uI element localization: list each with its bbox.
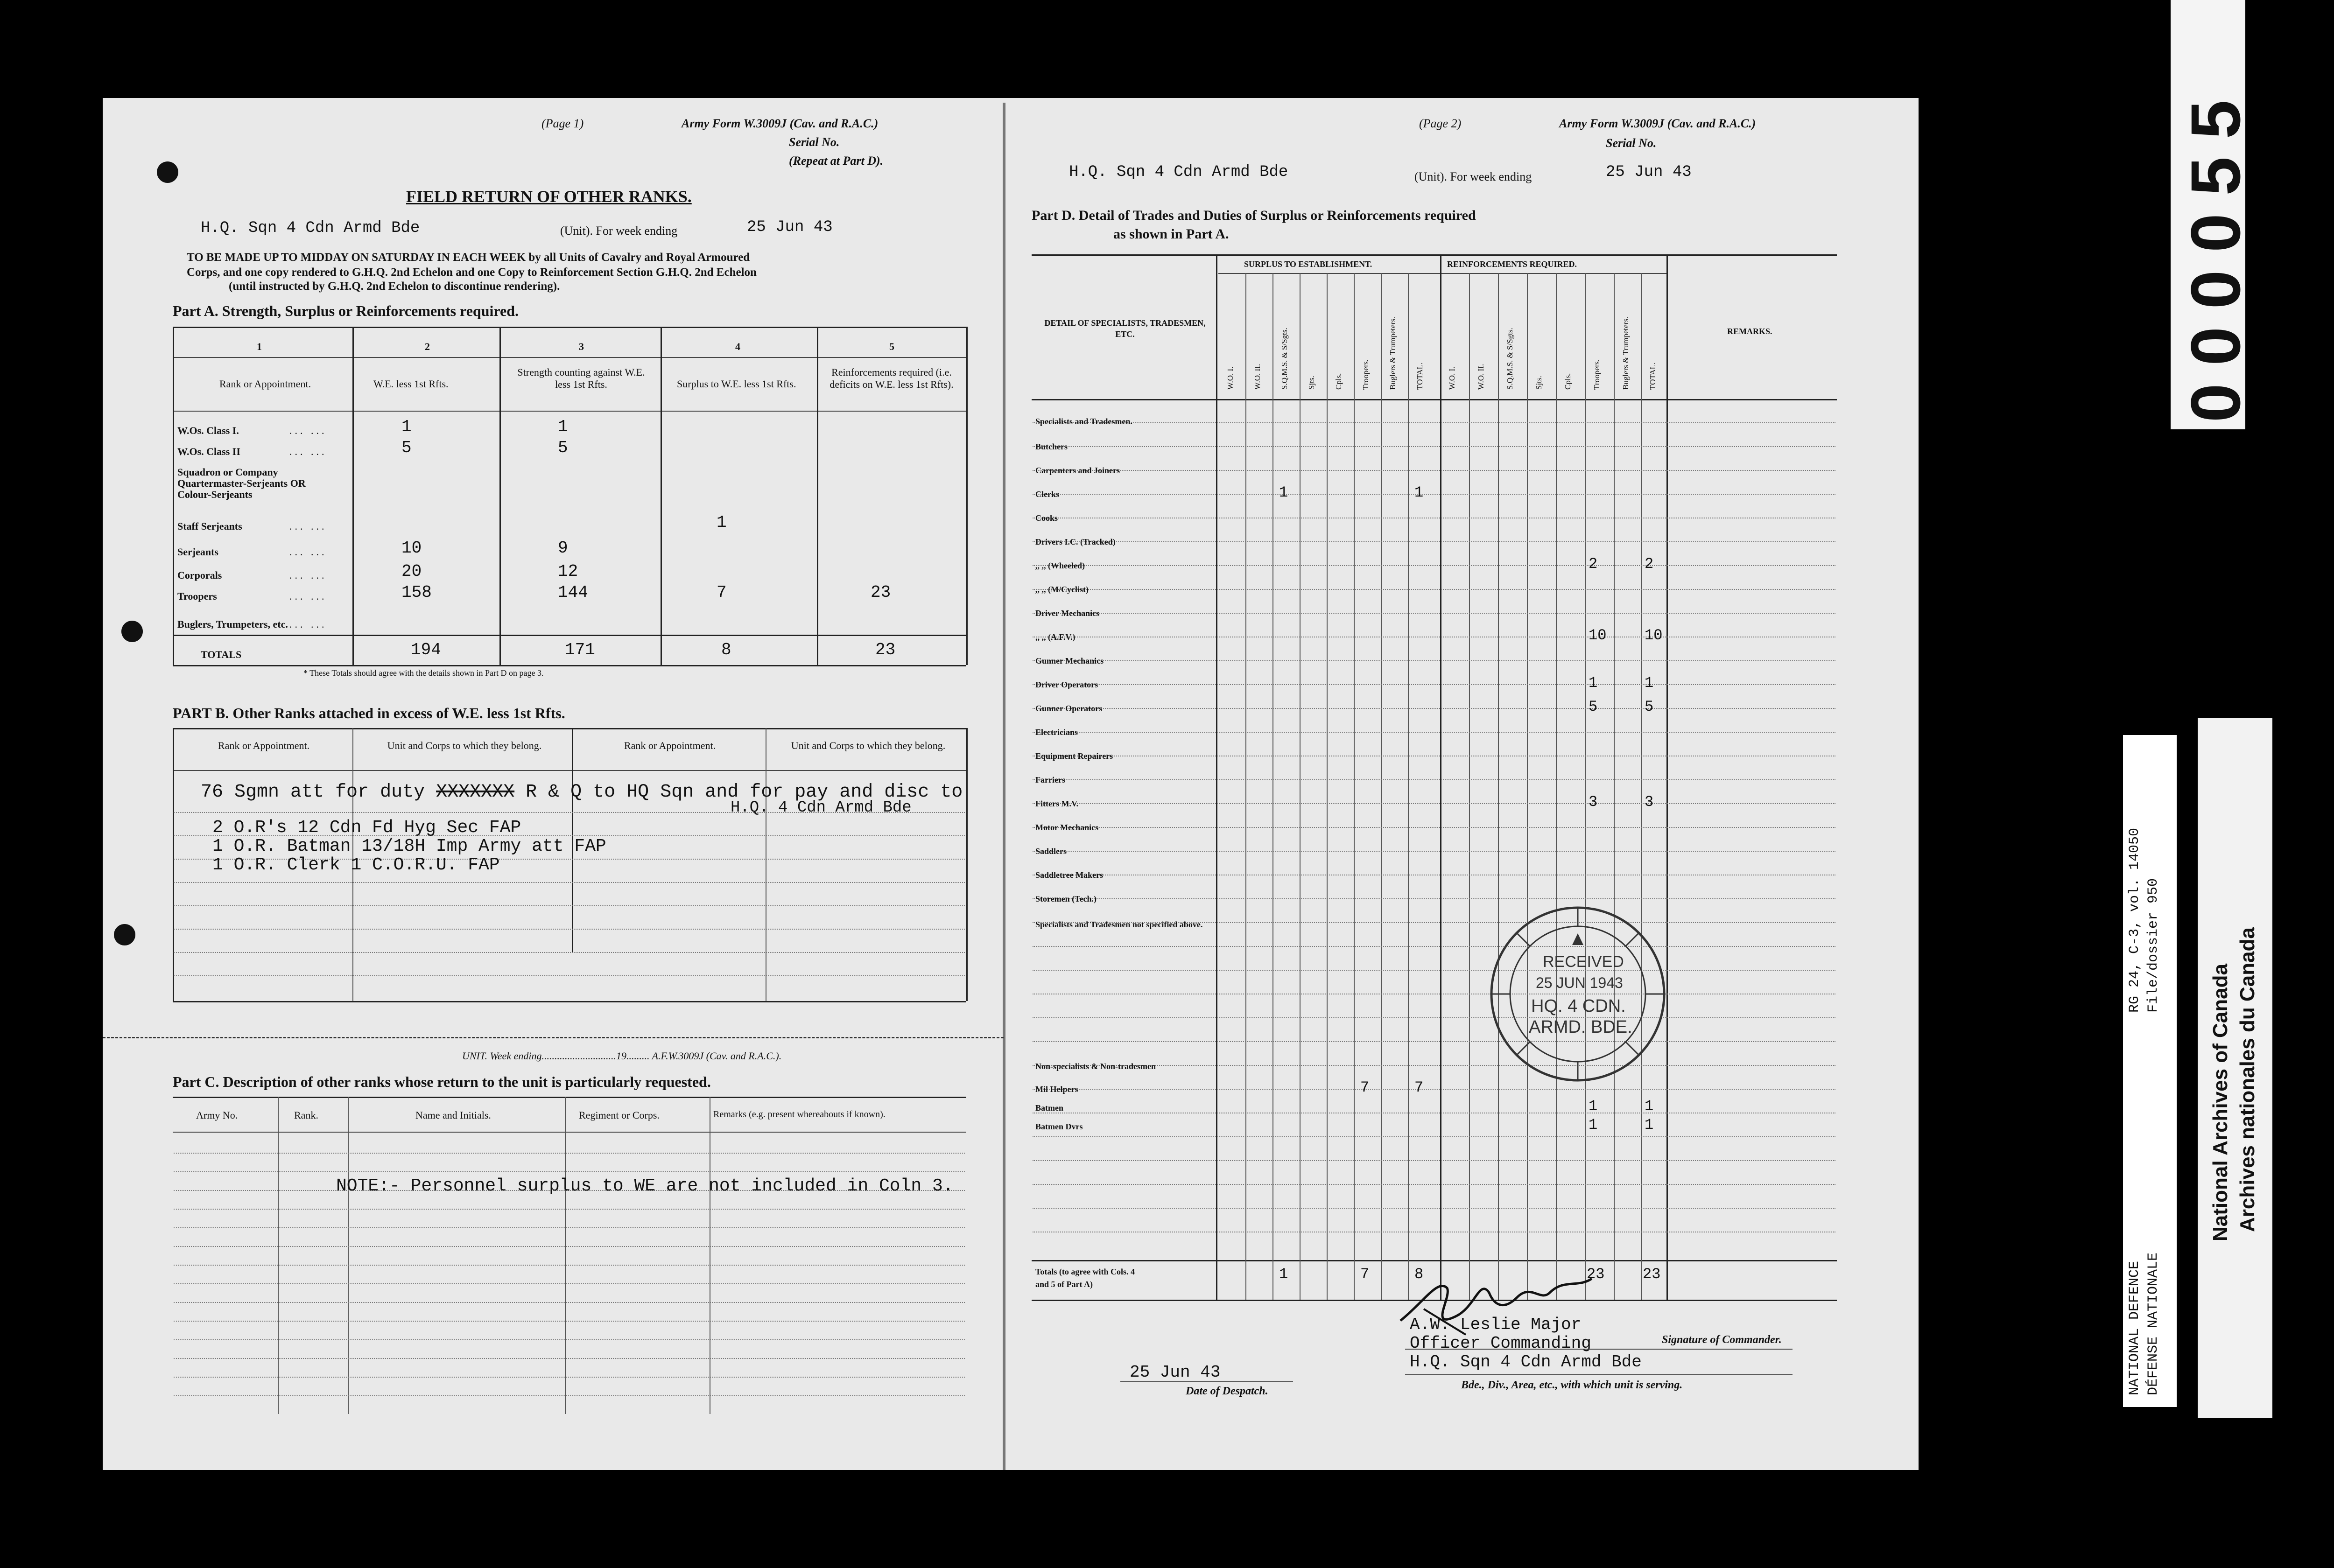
part-c-header-regiment: Regiment or Corps. <box>579 1109 660 1121</box>
archive-dept-line2: DÉFENSE NATIONALE <box>2145 1252 2161 1395</box>
part-d-totals-label-2: and 5 of Part A) <box>1035 1280 1093 1289</box>
part-d-non-row-reinf-value: 1 <box>1645 1116 1654 1134</box>
part-a-rank-dots: ... ... <box>289 425 327 436</box>
part-c-header-army-no: Army No. <box>196 1109 238 1121</box>
stamp-date: 25 JUN 1943 <box>1536 974 1623 991</box>
part-d-column-rule <box>1527 273 1528 1300</box>
part-d-subheader: Cpls. <box>1563 373 1572 390</box>
part-d-row-label: Motor Mechanics <box>1035 823 1099 832</box>
part-a-top-rule <box>173 327 966 328</box>
signer-unit: H.Q. Sqn 4 Cdn Armd Bde <box>1410 1352 1642 1372</box>
archive-dept-line1: NATIONAL DEFENCE <box>2127 1260 2143 1395</box>
part-a-rank-label: Squadron or Company Quartermaster-Serjeants OR Colour-Serjeants <box>177 466 306 500</box>
signer-name: A.W. Leslie Major <box>1410 1315 1582 1334</box>
part-a-header-surplus: Surplus to W.E. less 1st Rfts. <box>677 378 796 390</box>
part-d-subheader: W.O. II. <box>1253 364 1262 390</box>
part-d-subheader: Sjts. <box>1307 376 1316 390</box>
part-d-row-rule <box>1033 589 1835 590</box>
part-d-row-rule <box>1033 1136 1835 1137</box>
part-d-column-rule <box>1641 273 1642 1300</box>
part-d-non-specialists-label: Non-specialists & Non-tradesmen <box>1035 1062 1156 1071</box>
part-d-row-label: Clerks <box>1035 490 1059 499</box>
stamp-line1: HQ. 4 CDN. <box>1531 996 1626 1016</box>
part-d-row-label: Fitters M.V. <box>1035 799 1079 808</box>
part-d-row-label: Drivers I.C. (Tracked) <box>1035 537 1116 546</box>
part-d-non-row-reinf-value: 1 <box>1589 1098 1598 1115</box>
part-d-not-specified-label: Specialists and Tradesmen not specified above. <box>1035 920 1203 929</box>
part-d-row-rule <box>1033 827 1835 828</box>
part-d-subheader: S.Q.M.S. & S/Sgts. <box>1280 328 1289 390</box>
part-a-we-value: 1 <box>401 417 412 436</box>
part-d-row-rule <box>1033 660 1835 661</box>
part-a-header-reinf: Reinforcements required (i.e. deficits on W.E. less 1st Rfts). <box>830 366 954 390</box>
archive-name-en: National Archives of Canada <box>2209 964 2232 1241</box>
part-d-row-label: Storemen (Tech.) <box>1035 894 1097 903</box>
part-a-strength-value: 9 <box>558 539 568 558</box>
part-d-row-rule <box>1033 732 1835 733</box>
part-d-column-rule <box>1300 273 1301 1300</box>
part-d-column-rule <box>1469 273 1470 1300</box>
part-d-non-row-label: Mil Helpers <box>1035 1085 1078 1094</box>
part-a-colnum-1: 1 <box>257 341 262 352</box>
part-b-entry-3: 1 O.R. Batman 13/18H Imp Army att FAP <box>212 836 606 856</box>
part-d-subheader: Troopers. <box>1592 359 1601 390</box>
part-d-subheader: Buglers & Trumpeters. <box>1388 316 1397 390</box>
part-d-row-reinf-value: 3 <box>1645 793 1654 811</box>
part-d-total-surplus: 8 <box>1414 1266 1424 1283</box>
archive-name-fr: Archives nationales du Canada <box>2236 927 2259 1232</box>
archive-ref-line1: RG 24, C-3, vol. 14050 <box>2127 827 2143 1013</box>
part-a-strength-value: 144 <box>558 583 588 602</box>
part-d-non-row-surplus-value: 7 <box>1414 1079 1424 1096</box>
part-d-non-row-reinf-value: 1 <box>1589 1116 1598 1134</box>
part-a-strength-value: 1 <box>558 417 568 436</box>
page1-title: FIELD RETURN OF OTHER RANKS. <box>406 187 692 206</box>
part-d-row-reinf-value: 5 <box>1645 698 1654 715</box>
part-a-we-value: 20 <box>401 562 422 581</box>
part-d-subheader: W.O. I. <box>1448 366 1456 390</box>
part-d-row-rule <box>1033 1089 1835 1090</box>
part-a-rank-dots: ... ... <box>289 569 327 581</box>
part-d-row-label: Driver Operators <box>1035 680 1098 689</box>
part-d-row-rule <box>1033 684 1835 685</box>
part-a-we-value: 158 <box>401 583 432 602</box>
part-d-non-row-label: Batmen <box>1035 1103 1063 1113</box>
part-a-rank-dots: ... ... <box>289 546 327 558</box>
part-c-rule <box>174 1265 965 1266</box>
page2-form-label: Army Form W.3009J (Cav. and R.A.C.) <box>1559 117 1756 130</box>
part-d-heading-2: as shown in Part A. <box>1113 226 1229 242</box>
punch-hole-3 <box>114 924 135 945</box>
part-d-row-label: Saddletree Makers <box>1035 870 1104 880</box>
part-d-row-label: Saddlers <box>1035 847 1067 856</box>
part-c-unit-header: UNIT. Week ending.............................19......... A.F.W.3009J (Cav. and R.A.C.). <box>462 1050 782 1062</box>
part-a-total-strength: 171 <box>565 640 595 659</box>
part-d-subheader: TOTAL. <box>1415 362 1424 390</box>
part-d-row-surplus-value: 1 <box>1414 484 1424 501</box>
cut-line <box>103 1037 1004 1038</box>
part-d-column-rule <box>1556 273 1557 1300</box>
part-a-strength-value: 5 <box>558 438 568 457</box>
part-b-heading: PART B. Other Ranks attached in excess of W.E. less 1st Rfts. <box>173 705 565 721</box>
frame-number: 000055 <box>2176 82 2255 422</box>
part-d-row-reinf-value: 1 <box>1645 674 1654 692</box>
part-d-subheader: S.Q.M.S. & S/Sgts. <box>1505 328 1514 390</box>
part-d-column-rule <box>1585 273 1586 1300</box>
part-d-row-rule <box>1033 541 1835 542</box>
part-d-heading-1: Part D. Detail of Trades and Duties of Surplus or Reinforcements required <box>1032 208 1476 223</box>
archive-ref-line2: File/dossier 950 <box>2145 878 2161 1013</box>
part-d-row-label: ,, ,, (Wheeled) <box>1035 561 1085 570</box>
part-a-reinf-value: 23 <box>871 583 891 602</box>
despatch-label: Date of Despatch. <box>1186 1385 1268 1397</box>
part-d-subheader: Troopers. <box>1361 359 1370 390</box>
part-d-row-label: Carpenters and Joiners <box>1035 466 1120 475</box>
part-c-rule <box>174 1283 965 1284</box>
despatch-value: 25 Jun 43 <box>1130 1363 1221 1382</box>
part-d-row-rule <box>1033 946 1835 947</box>
part-a-surplus-value: 7 <box>717 583 727 602</box>
part-a-rank-label: W.Os. Class I. <box>177 425 239 436</box>
part-a-total-reinf: 23 <box>875 640 896 659</box>
part-a-rank-dots: ... ... <box>289 590 327 602</box>
page1-week-value: 25 Jun 43 <box>747 218 833 236</box>
part-d-row-reinf-value: 1 <box>1589 674 1598 692</box>
part-d-column-rule <box>1327 273 1328 1300</box>
part-a-strength-value: 12 <box>558 562 578 581</box>
part-d-row-rule <box>1033 1184 1835 1185</box>
part-c-rule <box>174 1358 965 1359</box>
part-a-heading: Part A. Strength, Surplus or Reinforcements required. <box>173 302 519 319</box>
part-d-surplus-header: SURPLUS TO ESTABLISHMENT. <box>1244 259 1372 269</box>
part-d-subheader: TOTAL. <box>1648 362 1657 390</box>
part-c-rule <box>174 1377 965 1378</box>
part-b-entry-2: 2 O.R's 12 Cdn Fd Hyg Sec FAP <box>212 818 521 838</box>
part-d-row-rule <box>1033 1041 1835 1042</box>
part-a-rank-label: Buglers, Trumpeters, etc. <box>177 618 288 630</box>
part-d-row-reinf-value: 10 <box>1589 627 1607 644</box>
part-c-rule <box>174 1302 965 1303</box>
part-a-header-strength: Strength counting against W.E. less 1st Rfts. <box>517 366 645 390</box>
bde-label: Bde., Div., Area, etc., with which unit is serving. <box>1461 1379 1683 1391</box>
part-d-row-rule <box>1033 470 1835 471</box>
part-b-header-rank-2: Rank or Appointment. <box>624 740 716 751</box>
part-d-row-rule <box>1033 1160 1835 1161</box>
part-a-total-surplus: 8 <box>721 640 731 659</box>
page1-serial-label: Serial No. <box>789 135 840 149</box>
part-a-rank-label: W.Os. Class II <box>177 446 240 457</box>
part-c-rule <box>174 1171 965 1172</box>
part-c-rule <box>174 1339 965 1340</box>
punch-hole-2 <box>121 621 143 642</box>
part-a-total-we: 194 <box>411 640 441 659</box>
part-d-row-rule <box>1033 779 1835 780</box>
part-d-row-label: Gunner Operators <box>1035 704 1103 713</box>
part-a-rank-label: Corporals <box>177 569 222 581</box>
part-d-column-rule <box>1498 273 1499 1300</box>
part-c-note: NOTE:- Personnel surplus to WE are not included in Coln 3. <box>336 1176 954 1196</box>
part-a-we-value: 5 <box>401 438 412 457</box>
signer-role: Officer Commanding <box>1410 1334 1591 1353</box>
part-d-row-rule <box>1033 446 1835 447</box>
part-d-row-label: Driver Mechanics <box>1035 609 1100 618</box>
part-d-subheader: Buglers & Trumpeters. <box>1621 316 1630 390</box>
part-d-column-rule <box>1354 273 1355 1300</box>
part-d-non-row-label: Batmen Dvrs <box>1035 1122 1083 1131</box>
part-a-colnum-2: 2 <box>425 341 430 352</box>
part-d-row-rule <box>1033 422 1835 423</box>
part-a-footnote: * These Totals should agree with the details shown in Part D on page 3. <box>303 668 544 678</box>
part-d-row-rule <box>1033 970 1835 971</box>
part-a-colnum-4: 4 <box>735 341 740 352</box>
part-d-row-reinf-value: 2 <box>1645 555 1654 573</box>
page-fold <box>1003 103 1005 1470</box>
part-a-colnum-3: 3 <box>579 341 584 352</box>
part-a-header-we: W.E. less 1st Rfts. <box>373 378 449 390</box>
part-a-header-rank: Rank or Appointment. <box>219 378 311 390</box>
part-c-rule <box>174 1209 965 1210</box>
page2-week-value: 25 Jun 43 <box>1606 163 1692 181</box>
part-a-rank-dots: ... ... <box>289 618 327 630</box>
part-d-subheader: W.O. I. <box>1226 366 1235 390</box>
page1-unit-value: H.Q. Sqn 4 Cdn Armd Bde <box>201 219 420 237</box>
part-d-row-rule <box>1033 494 1835 495</box>
part-a-totals-label: TOTALS <box>201 649 242 660</box>
part-c-header-name: Name and Initials. <box>415 1109 491 1121</box>
part-c-rule <box>174 1395 965 1396</box>
part-b-header-unit-1: Unit and Corps to which they belong. <box>387 740 542 751</box>
part-d-total-surplus: 1 <box>1279 1266 1288 1283</box>
part-a-colnum-5: 5 <box>889 341 894 352</box>
page1-label: (Page 1) <box>541 117 584 130</box>
part-d-row-reinf-value: 10 <box>1645 627 1663 644</box>
part-d-row-surplus-value: 1 <box>1279 484 1288 501</box>
part-c-rule <box>174 1246 965 1247</box>
part-c-rule <box>174 1321 965 1322</box>
part-d-row-label: Electricians <box>1035 728 1078 737</box>
part-d-non-row-reinf-value: 1 <box>1645 1098 1654 1115</box>
part-c-heading: Part C. Description of other ranks whose return to the unit is particularly requested. <box>173 1073 711 1090</box>
part-c-header-remarks: Remarks (e.g. present whereabouts if known). <box>713 1109 886 1120</box>
part-d-row-rule <box>1033 708 1835 709</box>
part-d-row-label: Cooks <box>1035 513 1058 523</box>
part-a-rank-label: Staff Serjeants <box>177 520 242 532</box>
part-d-subheader: W.O. II. <box>1476 364 1485 390</box>
part-b-entry-1c: H.Q. 4 Cdn Armd Bde <box>731 799 912 817</box>
part-d-top-rule <box>1032 254 1837 256</box>
part-d-column-rule <box>1272 273 1273 1300</box>
stamp-line2: ARMD. BDE. <box>1529 1017 1632 1037</box>
stamp-received: RECEIVED <box>1543 953 1624 971</box>
part-d-row-label: Equipment Repairers <box>1035 751 1113 761</box>
part-d-row-reinf-value: 3 <box>1589 793 1598 811</box>
stamp-ring-icon <box>1484 901 1671 1087</box>
part-d-specialists-label: Specialists and Tradesmen. <box>1035 417 1132 426</box>
part-d-row-label: Gunner Mechanics <box>1035 656 1104 665</box>
part-c-rule <box>174 1153 965 1154</box>
part-c-rule <box>174 1227 965 1228</box>
page1-unit-label: (Unit). For week ending <box>560 224 678 238</box>
part-d-row-label: ,, ,, (A.F.V.) <box>1035 632 1076 642</box>
received-stamp <box>1484 901 1671 1087</box>
part-b-entry-1-struck: XXXXXXX <box>436 782 515 803</box>
part-d-column-rule <box>1381 273 1382 1300</box>
part-b-entry-4: 1 O.R. Clerk 1 C.O.R.U. FAP <box>212 855 500 875</box>
part-d-row-label: Farriers <box>1035 775 1065 784</box>
part-d-non-row-surplus-value: 7 <box>1360 1079 1370 1096</box>
part-d-row-label: ,, ,, (M/Cyclist) <box>1035 585 1089 594</box>
part-d-detail-header: DETAIL OF SPECIALISTS, TRADESMEN, ETC. <box>1044 318 1206 339</box>
part-d-row-reinf-value: 5 <box>1589 698 1598 715</box>
page1-instructions-2: Corps, and one copy rendered to G.H.Q. 2nd Echelon and one Copy to Reinforcement Section G.H.Q. 2nd Echelon <box>187 266 757 279</box>
page2-label: (Page 2) <box>1419 117 1462 130</box>
part-d-reinf-header: REINFORCEMENTS REQUIRED. <box>1447 259 1577 269</box>
signature-label: Signature of Commander. <box>1662 1334 1782 1346</box>
part-d-total-reinf: 23 <box>1643 1266 1661 1283</box>
part-d-column-rule <box>1245 273 1246 1300</box>
part-d-total-surplus: 7 <box>1360 1266 1370 1283</box>
part-b-header-rank-1: Rank or Appointment. <box>218 740 310 751</box>
page2-unit-label: (Unit). For week ending <box>1414 170 1532 183</box>
part-d-row-label: Butchers <box>1035 442 1068 451</box>
part-d-row-rule <box>1033 898 1835 899</box>
part-b-entry-1b: R & Q to HQ Sqn and for pay and disc to <box>526 782 963 803</box>
page1-form-label: Army Form W.3009J (Cav. and R.A.C.) <box>682 117 879 130</box>
part-d-row-rule <box>1033 803 1835 804</box>
part-d-total-reinf: 23 <box>1587 1266 1605 1283</box>
part-d-row-rule <box>1033 851 1835 852</box>
part-a-we-value: 10 <box>401 539 422 558</box>
part-d-column-rule <box>1614 273 1615 1300</box>
part-a-rank-label: Troopers <box>177 590 217 602</box>
part-d-column-rule <box>1408 273 1409 1300</box>
part-a-surplus-value: 1 <box>717 513 727 532</box>
part-d-remarks-header: REMARKS. <box>1727 327 1772 336</box>
page1-instructions-1: TO BE MADE UP TO MIDDAY ON SATURDAY IN EACH WEEK by all Units of Cavalry and Royal Armoured <box>187 251 750 264</box>
part-d-totals-label-1: Totals (to agree with Cols. 4 <box>1035 1267 1135 1276</box>
part-a-rank-dots: ... ... <box>289 520 327 532</box>
part-c-header-rank: Rank. <box>294 1109 318 1121</box>
part-d-row-rule <box>1033 1017 1835 1018</box>
part-a-rank-label: Serjeants <box>177 546 218 558</box>
part-d-subheader: Sjts. <box>1534 376 1543 390</box>
part-d-row-rule <box>1033 565 1835 566</box>
part-d-row-rule <box>1033 1208 1835 1209</box>
page2-unit-value: H.Q. Sqn 4 Cdn Armd Bde <box>1069 163 1288 181</box>
part-d-subheader: Cpls. <box>1334 373 1343 390</box>
part-b-header-unit-2: Unit and Corps to which they belong. <box>791 740 946 751</box>
part-d-row-reinf-value: 2 <box>1589 555 1598 573</box>
punch-hole-1 <box>157 161 178 183</box>
page1-instructions-3: (until instructed by G.H.Q. 2nd Echelon to discontinue rendering). <box>229 280 560 293</box>
page2-serial-label: Serial No. <box>1606 136 1657 150</box>
page1-repeat-label: (Repeat at Part D). <box>789 154 884 168</box>
part-d-row-rule <box>1033 613 1835 614</box>
part-b-entry-1-text: 76 Sgmn att for duty <box>201 782 425 803</box>
part-a-rank-dots: ... ... <box>289 446 327 457</box>
